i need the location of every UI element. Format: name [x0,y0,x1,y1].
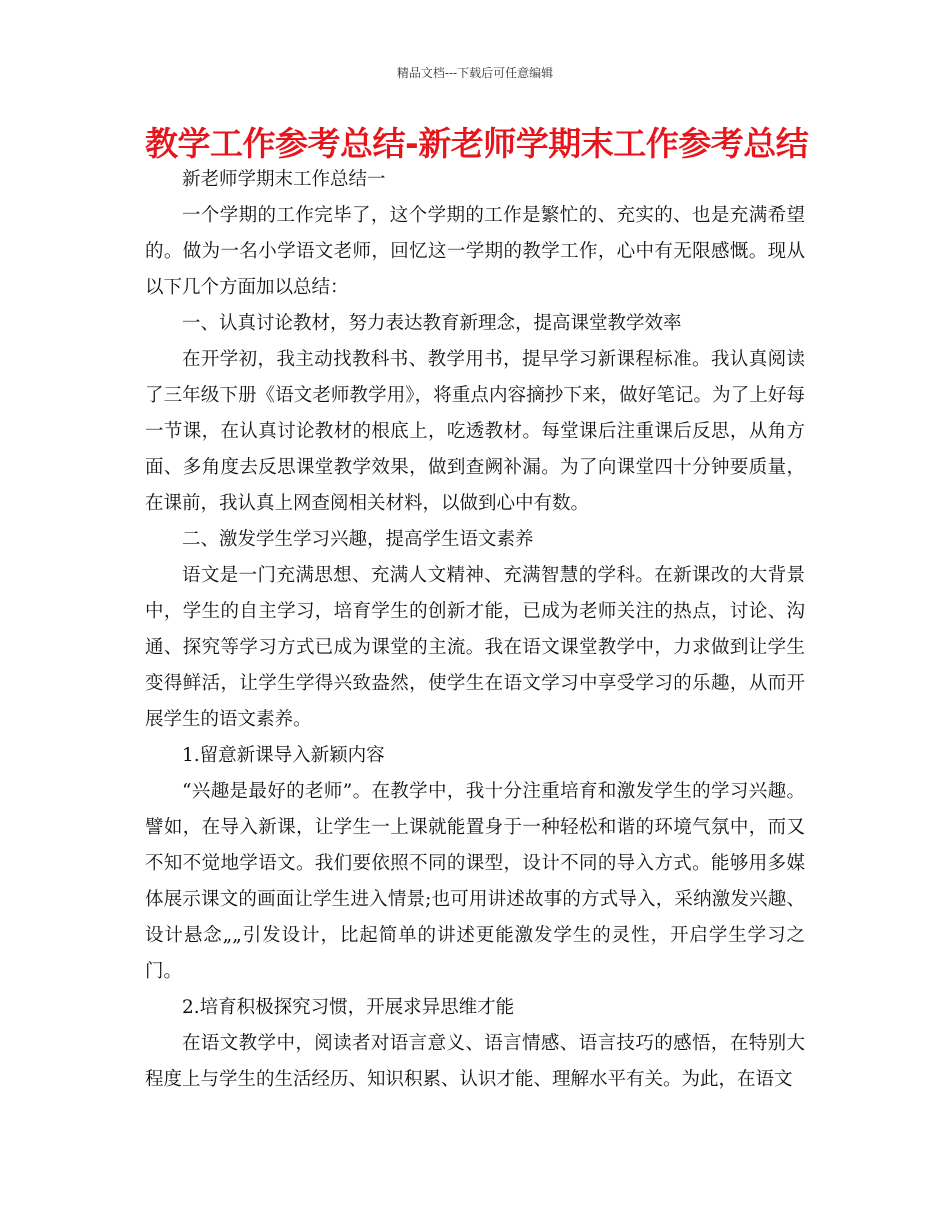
subsection-heading: 2.培育积极探究习惯，开展求异思维才能 [182,997,515,1018]
paragraph: 在语文教学中，阅读者对语言意义、语言情感、语言技巧的感悟，在特别大程度上与学生的生活经历、知识积累、认识才能、理解水平有关。为此，在语文 [145,1033,805,1090]
subsection-heading: 1.留意新课导入新颖内容 [182,745,385,766]
page-header: 精品文档---下载后可任意编辑 [396,66,554,80]
paragraph: 在开学初，我主动找教科书、教学用书，提早学习新课程标准。我认真阅读了三年级下册《语文老师教学用》，将重点内容摘抄下来，做好笔记。为了上好每一节课，在认真讨论教材的根底上，吃透教材。每堂课后注重课后反思，从角方面、多角度去反思课堂教学效果，做到查阙补漏。为了向课堂四十分钟要质量，在课前，我认真上网查阅相关材料，以做到心中有数。 [145,349,805,514]
section-heading: 一、认真讨论教材，努力表达教育新理念，提高课堂教学效率 [182,313,682,334]
paragraph: 语文是一门充满思想、充满人文精神、充满智慧的学科。在新课改的大背景中，学生的自主学习，培育学生的创新才能，已成为老师关注的热点，讨论、沟通、探究等学习方式已成为课堂的主流。我在语文课堂教学中，力求做到让学生变得鲜活，让学生学得兴致盎然，使学生在语文学习中享受学习的乐趣，从而开展学生的语文素养。 [145,565,805,730]
document-body [145,162,805,1098]
section-heading: 二、激发学生学习兴趣，提高学生语文素养 [182,529,534,550]
paragraph: 一个学期的工作完毕了，这个学期的工作是繁忙的、充实的、也是充满希望的。做为一名小学语文老师，回忆这一学期的教学工作，心中有无限感慨。现从以下几个方面加以总结： [145,205,805,298]
paragraph: “兴趣是最好的老师”。在教学中，我十分注重培育和激发学生的学习兴趣。譬如，在导入新课，让学生一上课就能置身于一种轻松和谐的环境气氛中，而又不知不觉地学语文。我们要依照不同的课型，设计不同的导入方式。能够用多媒体展示课文的画面让学生进入情景;也可用讲述故事的方式导入，采纳激发兴趣、设计悬念„„引发设计，比起简单的讲述更能激发学生的灵性，开启学生学习之门。 [145,781,805,982]
section-subtitle: 新老师学期末工作总结一 [182,169,386,190]
document-title: 教学工作参考总结-新老师学期末工作参考总结 [145,124,809,163]
